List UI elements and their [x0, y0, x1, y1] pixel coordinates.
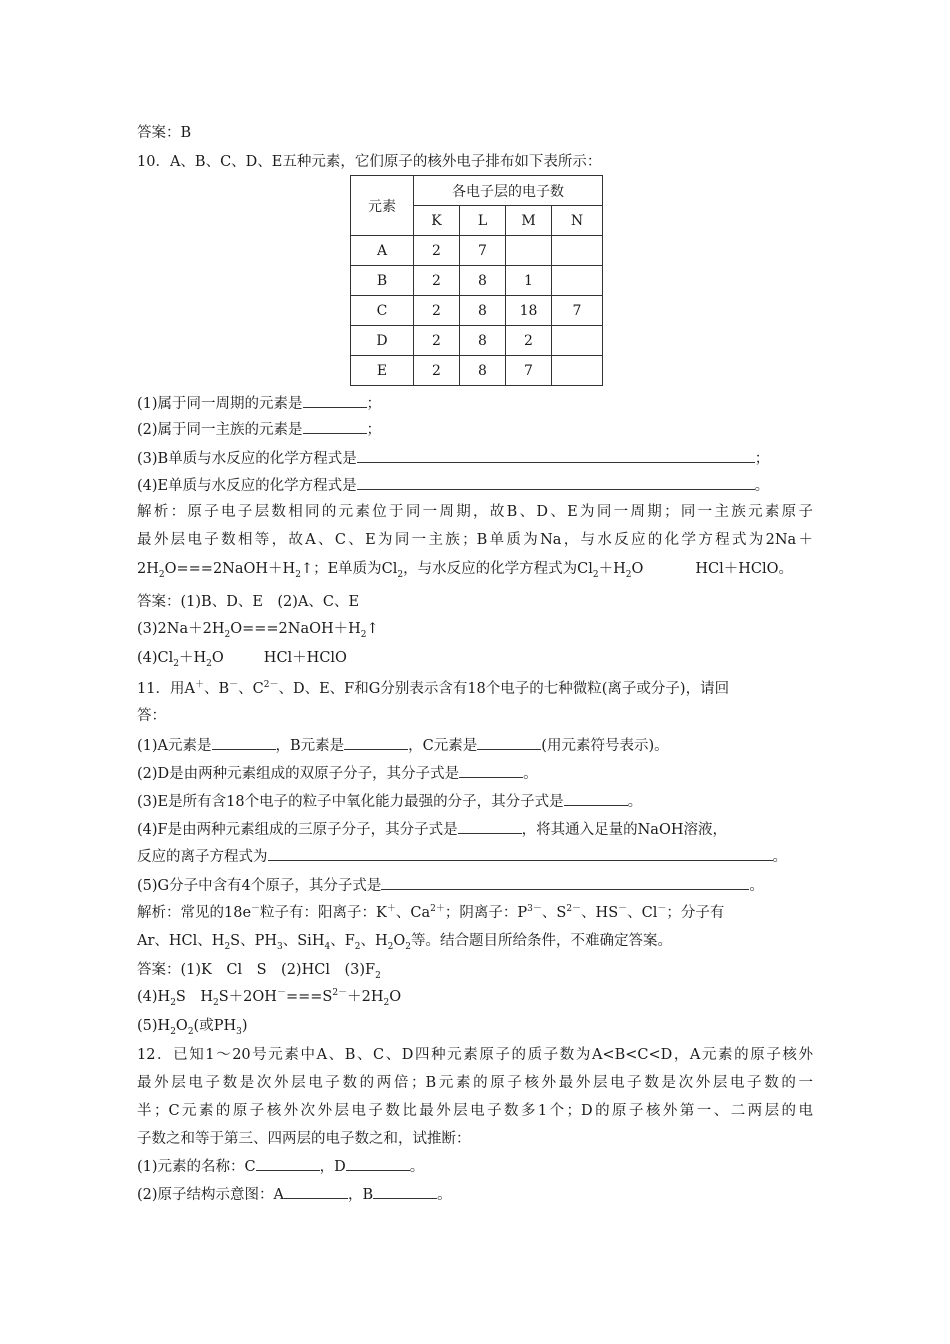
cell: 7: [460, 236, 506, 266]
q11-part1: (1)A元素是 ，B元素是 ，C元素是 (用元素符号表示)。: [137, 738, 669, 754]
q12-stem-line4: 子数之和等于第三、四两层的电子数之和，试推断：: [137, 1131, 471, 1147]
shell-m-header: M: [506, 206, 552, 236]
q11-answer-line1: 答案：(1)K Cl S (2)HCl $(3)F_2$: [137, 962, 381, 981]
q10-stem: 10．A、B、C、D、E五种元素，它们原子的核外电子排布如下表所示：: [137, 154, 602, 170]
cell: 1: [506, 266, 552, 296]
q10-part2: (2)属于同一主族的元素是 ；: [137, 422, 382, 438]
cell: 7: [552, 296, 603, 326]
table-row: [351, 296, 603, 326]
q10-analysis-line1: 解析：原子电子层数相同的元素位于同一周期，故B、D、E为同一周期；同一主族元素原子: [137, 504, 813, 520]
q10-answer-line1: 答案：(1)B、D、E (2)A、C、E: [137, 594, 360, 610]
answer-blank[interactable]: [268, 847, 773, 861]
cell: 7: [506, 356, 552, 386]
q11-analysis-line1: 解析：常见的18e－粒子有：阳离子：K＋、$Ca^{2+}$；阴离子：$P^{3-}$、$S^{2-}$、HS－、Cl－；分子有: [137, 904, 725, 921]
cell: 8: [460, 266, 506, 296]
answer-blank[interactable]: [303, 420, 367, 434]
cell: [552, 236, 603, 266]
answer-blank[interactable]: [458, 820, 522, 834]
shell-k-header: K: [414, 206, 460, 236]
q10-analysis-line2: 最外层电子数相等，故A、C、E为同一主族；B单质为Na，与水反应的化学方程式为2Na＋: [137, 532, 813, 548]
answer-blank[interactable]: [357, 476, 755, 490]
table-row: [351, 266, 603, 296]
q10-part4: (4)E单质与水反应的化学方程式是 。: [137, 478, 770, 494]
answer-blank[interactable]: [346, 1157, 410, 1171]
q11-stem-line2: 答：: [137, 708, 166, 724]
answer-blank[interactable]: [564, 792, 628, 806]
q10-answer-line3: $(4)Cl_2+H_2O$ HCl＋HClO: [137, 650, 347, 669]
row-element: A: [351, 236, 414, 266]
q11-part3: (3)E是所有含18个电子的粒子中氧化能力最强的分子，其分子式是 。: [137, 794, 643, 810]
cell: 2: [414, 236, 460, 266]
row-element: E: [351, 356, 414, 386]
q12-part1: (1)元素的名称：C ，D 。: [137, 1159, 425, 1175]
table-row: [351, 236, 603, 266]
table-header-shells: 各电子层的电子数: [414, 176, 603, 206]
q10-analysis-line3: $2H_2O===2NaOH+H_2↑$；E单质为$Cl_2$，与水反应的化学方程式为$Cl_2+H_2O$ HCl＋HClO。: [137, 561, 794, 580]
q11-analysis-line2: Ar、HCl、$H_2S$、$PH_3$、SiH$_4$、$F_2$、$H_2O_2$等。结合题目所给条件，不难确定答案。: [137, 933, 673, 952]
answer-blank[interactable]: [344, 736, 408, 750]
q11-part4: (4)F是由两种元素组成的三原子分子，其分子式是 ，将其通入足量的NaOH溶液，: [137, 822, 727, 838]
q10-part1: (1)属于同一周期的元素是 ；: [137, 396, 382, 412]
q10-answer-line2: $(3)2Na+2H_2O===2NaOH+H_2↑$: [137, 621, 379, 640]
row-element: D: [351, 326, 414, 356]
cell: [552, 266, 603, 296]
cell: 8: [460, 296, 506, 326]
cell: [506, 236, 552, 266]
cell: 18: [506, 296, 552, 326]
cell: 2: [414, 356, 460, 386]
q11-part2: (2)D是由两种元素组成的双原子分子，其分子式是 。: [137, 766, 538, 782]
q11-part5: (5)G分子中含有4个原子，其分子式是 。: [137, 878, 764, 894]
q12-stem-line1: 12．已知1～20号元素中A、B、C、D四种元素原子的质子数为A<B<C<D，A元素的原子核外: [137, 1047, 813, 1063]
cell: 2: [414, 266, 460, 296]
shell-l-header: L: [460, 206, 506, 236]
shell-n-header: N: [552, 206, 603, 236]
answer-blank[interactable]: [256, 1157, 320, 1171]
q11-answer-line2: $(4)H_2S$ $H_2S+2OH^-===S^{2-}+2H_2O$: [137, 988, 402, 1008]
q9-answer: 答案：B: [137, 125, 192, 141]
answer-blank[interactable]: [357, 449, 755, 463]
answer-blank[interactable]: [373, 1185, 437, 1199]
table-row: [351, 326, 603, 356]
cell: [552, 356, 603, 386]
q12-part2: (2)原子结构示意图：A ，B 。: [137, 1187, 452, 1203]
table-row: [351, 356, 603, 386]
cell: 2: [414, 296, 460, 326]
answer-blank[interactable]: [459, 764, 523, 778]
table-header-element: 元素: [351, 176, 414, 236]
electron-shell-table: [350, 175, 603, 386]
cell: 2: [414, 326, 460, 356]
cell: 8: [460, 326, 506, 356]
cell: [552, 326, 603, 356]
q10-part3: (3)B单质与水反应的化学方程式是 ；: [137, 451, 770, 467]
answer-blank[interactable]: [303, 394, 367, 408]
q11-stem-line1: 11．用A＋、B－、$C^{2-}$、D、E、F和G分别表示含有18个电子的七种微粒(离子或分子)，请回: [137, 680, 730, 697]
q11-part4-cont: 反应的离子方程式为 。: [137, 849, 787, 865]
q11-answer-line3: $(5)H_2O_2$(或$PH_3$): [137, 1018, 248, 1037]
row-element: C: [351, 296, 414, 326]
answer-blank[interactable]: [284, 1185, 348, 1199]
q12-stem-line2: 最外层电子数是次外层电子数的两倍；B元素的原子核外最外层电子数是次外层电子数的一: [137, 1075, 813, 1091]
q12-stem-line3: 半；C元素的原子核外次外层电子数比最外层电子数多1个；D的原子核外第一、二两层的电: [137, 1103, 813, 1119]
answer-blank[interactable]: [381, 876, 749, 890]
answer-blank[interactable]: [212, 736, 276, 750]
answer-blank[interactable]: [477, 736, 541, 750]
cell: 2: [506, 326, 552, 356]
row-element: B: [351, 266, 414, 296]
cell: 8: [460, 356, 506, 386]
